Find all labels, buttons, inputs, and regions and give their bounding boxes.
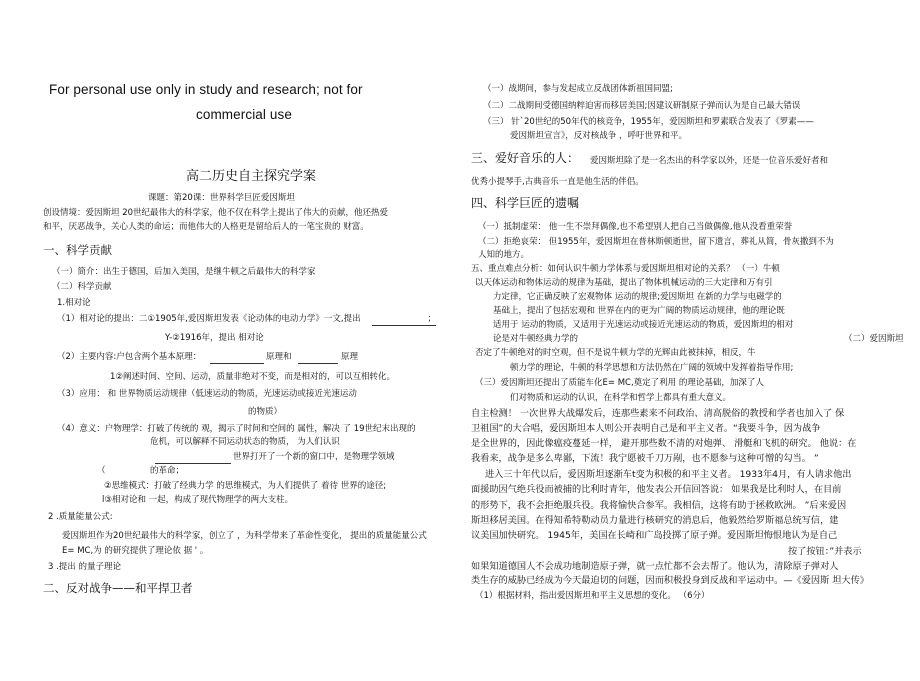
fill-blank[interactable]: ； [372,314,436,326]
text-line: 否定了牛顿绝对的时空观，但不是说牛顿力学的光辉由此被抹掉，相反，牛 [475,348,756,358]
quiz-paragraph-line: 的形势下，我不会拒绝服兵役。我将愉快合参军。我相信，这将有助于拯救欧洲。 ”后来爱因 [471,500,847,511]
text-line: 的物质） [248,407,283,417]
text-line: l③相对论和 一起，构成了现代物理学的两大支柱。 [102,495,294,505]
lesson-heading: 课题：第20课：世界科学巨匠爱因斯坦 [148,193,295,203]
text-line: 力定律，它正确反映了宏观物体 运动的规律;爱因斯坦 在新的力学与电磁学的 [493,292,782,302]
fill-blank[interactable] [155,452,231,464]
text-line: E= MC,为 的研究提供了理论依 据 ' 。 [62,546,209,556]
text-line: （一）战期间，参与发起成立反战团体新祖国同盟; [483,84,673,94]
section-2-heading: 二、反对战争——和平捍卫者 [43,581,193,595]
text-line: 适用于 运动的物质，又适用于光速运动或接近光速运动的物质，爱因斯坦的相对 [493,320,794,330]
section-4-heading: 四、科学巨匠的遗嘱 [471,196,580,210]
text-line: （二）二战期间受德国纳粹迫害而移居美国;因建议研制原子弹而认为是自己最大错误 [483,101,801,111]
page-title: 高二历史自主探究学案 [186,169,317,184]
quiz-paragraph-line: 议美国加快研究。 1945年，美国在长崎和广岛投掷了原子弹。爱因斯坦悔恨地认为是自己 [471,530,838,541]
quiz-paragraph-line: 按了按钮：”并表示 [788,546,862,557]
quiz-paragraph-line: 我看来，战争是多么卑鄙，下流！我宁愿被千刀万剐，也不愿参与这种可憎的勾当。 ” [471,453,819,464]
text-line: （1）相对论的提出：二①1905年,爱因斯坦发表《论动体的电动力学》一文,提出 [57,314,361,324]
section-1-heading: 一、科学贡献 [43,243,112,257]
text-line: 爱因斯坦除了是一名杰出的科学家以外，还是一位音乐爱好者和 [590,156,829,166]
quiz-paragraph-line: 进入三十年代以后，爱因斯坦逐渐车t变为积极的和平主义者。 1933年4月，有人请求他出 [485,469,852,480]
fill-blank[interactable] [298,352,338,364]
fill-blank[interactable] [210,352,264,364]
text-line: 爱因斯坦作为20世纪最伟大的科学家，创立了 ，为科学带来了革命性变化， 提出的质量能量公式 [62,531,427,541]
text-line: 1.相对论 [57,298,91,308]
text-line: （一）简介：出生于德国，后加入美国，是继牛顿之后最伟大的科学家 [52,267,316,277]
quiz-paragraph-line: 如果知道德国人不会成功地制造原子弹，就一点忙都不会去帮了。他认为，清除原子弹对人 [471,561,839,572]
intro-line-2: 和平，厌恶战争，关心人类的命运；而他伟大的人格更是留给后人的一笔宝贵的 财富。 [43,222,369,232]
text-line: （三） 针`20世纪的50年代的核竞争，1955年，爱因斯坦和罗素联合发表了《罗素—— [483,117,814,127]
text-line: ②思维模式：打破了经典力学 的思维模式，为人们提供了 着待 世界的途径; [104,481,387,491]
text-line: （二）科学贡献 [52,282,112,292]
text-line: 们对物质和运动的认识，在科学和哲学上都具有重大意义。 [510,393,732,403]
text-line: 危机，可以解释不同运动状态的物质， 为人们认识 [150,437,340,447]
text-line: （二）爱因斯坦 [844,334,904,344]
text-line: 基础上，提出了包括宏观和 世界在内的更为广阔的物质运动规律，他的理论既 [493,306,785,316]
text-line: （3）应用： 和 世界物质运动规律（低速运动的物质，光速运动或接近光速运动 [57,389,357,399]
text-line: 优秀小提琴手,古典音乐一直是他生活的伴侣。 [471,177,644,187]
quiz-paragraph-line: 自主检测！ 一次世界大战爆发后，连那些素来不问政治、清高脱俗的教授和学者也加入了 保 [471,408,845,419]
question-line: （1）根据材料，指出爱因斯坦和平主义思想的变化。 （6分） [475,591,710,601]
text-line: （二）拒绝哀荣： 但1955年，爱因斯坦在普林斯顿逝世，留下遗言，葬礼从简，骨灰撒到不为 [478,237,834,247]
quiz-paragraph-line: 类生存的威胁已经成为今天最迫切的问题，因而积极投身到反战和平运动中。—《爱因斯 坦大传》 [471,575,869,586]
quiz-paragraph-line: 是全世界的，因此像瘟疫蔓延一样， 避开那些数不清的对炮弹、 滑艇和飞机的研究。 他说：在 [471,438,857,449]
section-3-heading: 三、爱好音乐的人： [471,151,580,165]
text-line: 原理 [341,352,359,362]
text-line: （一）抵制虚荣： 他一生不崇拜偶像,也不希望别人把自己当做偶像,他从没看重荣誉 [478,222,793,232]
text-line: 顿力学的理论，牛顿的科学思想和方法仍然在广阔的领域中发挥着指导作用; [510,363,794,373]
intro-line-1: 创设情境：爱因斯坦 20世纪最伟大的科学家，他不仅在科学上提出了伟大的贡献，他还热爱 [43,208,389,218]
text-line: 世界打开了一个新的窗口中，是物理学领域 [233,452,395,462]
watermark-line-2: commercial use [196,107,292,122]
text-line: 以天体运动和物体运动的规律为基础，提出了物体机械运动的三大定律和万有引 [475,278,773,288]
text-line: 原理和 [266,352,292,362]
text-line: 五、重点难点分析：如何认识牛顿力学体系与爱因斯坦相对论的关系？ （一）牛顿 [471,264,780,274]
watermark-line-1: For personal use only in study and research; not for [49,82,363,97]
text-line: 爱因斯坦宣言》，反对核战争 ，呼吁世界和平。 [510,131,687,141]
text-line: 人知的地方。 [478,250,530,260]
text-line: （2）主要内容:户包含两个基本原理： [57,352,202,362]
text-line: 的革命； [150,466,185,476]
text-line: （ [97,466,106,476]
text-line: Y-②1916年，提出 相对论 [165,333,264,343]
text-line: （4）意义：户物理学：打破了传统的 观，揭示了时间和空间的 属性，解决 了 19世纪末出现的 [57,424,416,434]
text-line: 1②阐述时间、空间、运动，质量非绝对不变，而是相对的，可以互相转化。 [110,372,396,382]
text-line: 论是对牛顿经典力学的 [493,334,579,344]
quiz-paragraph-line: 斯坦移居美国。在得知希特勒动员力量进行核研究的消息后，他毅然给罗斯福总统写信，建 [471,515,839,526]
quiz-paragraph-line: 面援助因气绝兵役而被捕的比利时青年，他发表公开信回答说： 如果我是比利时人，在目前 [471,484,842,495]
quiz-paragraph-line: 卫祖国”的大合唱，爱因斯坦本人则公开表明自己是和平主义者。“我要斗争，因为战争 [471,423,821,434]
text-line: 2 .质量能量公式: [48,512,113,522]
text-line: （三）爱因斯坦还提出了质能车化E= MC,奠定了利用 的理论基础，加深了人 [475,378,764,388]
text-line: 3 .提出 的量子理论 [48,562,122,572]
